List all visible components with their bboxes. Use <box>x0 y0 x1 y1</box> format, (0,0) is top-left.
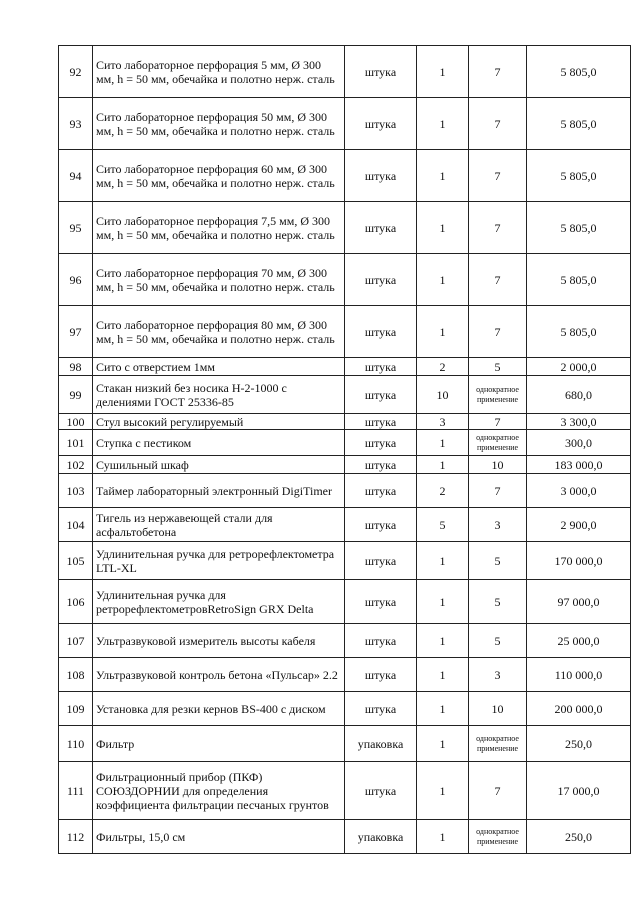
table-row <box>59 202 631 254</box>
item-price: 2 000,0 <box>527 358 631 376</box>
row-number: 109 <box>59 692 93 726</box>
item-name: Фильтр <box>93 726 345 762</box>
item-unit: штука <box>345 692 417 726</box>
item-name: Сушильный шкаф <box>93 456 345 474</box>
row-number: 94 <box>59 150 93 202</box>
item-quantity: 1 <box>417 46 469 98</box>
item-price: 3 000,0 <box>527 474 631 508</box>
item-quantity: 1 <box>417 430 469 456</box>
item-service-life: 5 <box>469 580 527 624</box>
table-row <box>59 580 631 624</box>
row-number: 105 <box>59 542 93 580</box>
row-number: 100 <box>59 414 93 430</box>
item-service-life: однократное применение <box>469 430 527 456</box>
row-number: 107 <box>59 624 93 658</box>
item-unit: штука <box>345 98 417 150</box>
table-row <box>59 254 631 306</box>
item-name: Удлинительная ручка для ретрорефлектометровRetroSign GRX Delta <box>93 580 345 624</box>
row-number: 108 <box>59 658 93 692</box>
item-unit: штука <box>345 202 417 254</box>
row-number: 112 <box>59 820 93 854</box>
row-number: 98 <box>59 358 93 376</box>
item-name: Удлинительная ручка для ретрорефлектометра LTL-XL <box>93 542 345 580</box>
item-name: Установка для резки кернов BS-400 с диском <box>93 692 345 726</box>
item-price: 5 805,0 <box>527 254 631 306</box>
item-quantity: 1 <box>417 254 469 306</box>
table-row <box>59 624 631 658</box>
item-quantity: 1 <box>417 762 469 820</box>
item-quantity: 5 <box>417 508 469 542</box>
item-name: Сито с отверстием 1мм <box>93 358 345 376</box>
item-unit: штука <box>345 456 417 474</box>
table-row <box>59 46 631 98</box>
item-service-life: 5 <box>469 358 527 376</box>
item-unit: штука <box>345 414 417 430</box>
item-name: Фильтрационный прибор (ПКФ) СОЮЗДОРНИИ для определения коэффициента фильтрации песчаных грунтов <box>93 762 345 820</box>
item-name: Сито лабораторное перфорация 60 мм, Ø 300 мм, h = 50 мм, обечайка и полотно нерж. сталь <box>93 150 345 202</box>
item-price: 250,0 <box>527 726 631 762</box>
item-price: 5 805,0 <box>527 202 631 254</box>
item-quantity: 1 <box>417 306 469 358</box>
item-service-life: 7 <box>469 202 527 254</box>
item-service-life: однократное применение <box>469 376 527 414</box>
item-name: Сито лабораторное перфорация 5 мм, Ø 300 мм, h = 50 мм, обечайка и полотно нерж. сталь <box>93 46 345 98</box>
item-quantity: 1 <box>417 624 469 658</box>
item-unit: штука <box>345 430 417 456</box>
item-quantity: 1 <box>417 202 469 254</box>
table-row <box>59 376 631 414</box>
item-price: 2 900,0 <box>527 508 631 542</box>
item-unit: штука <box>345 358 417 376</box>
item-name: Стул высокий регулируемый <box>93 414 345 430</box>
item-service-life: однократное применение <box>469 726 527 762</box>
item-name: Ультразвуковой контроль бетона «Пульсар» 2.2 <box>93 658 345 692</box>
table-row <box>59 692 631 726</box>
item-quantity: 1 <box>417 820 469 854</box>
item-unit: штука <box>345 254 417 306</box>
item-service-life: 7 <box>469 46 527 98</box>
table-row <box>59 542 631 580</box>
item-price: 183 000,0 <box>527 456 631 474</box>
table-row <box>59 150 631 202</box>
item-price: 300,0 <box>527 430 631 456</box>
table-body <box>59 46 631 854</box>
item-unit: штука <box>345 542 417 580</box>
item-unit: штука <box>345 580 417 624</box>
item-quantity: 1 <box>417 726 469 762</box>
item-service-life: 7 <box>469 150 527 202</box>
item-unit: упаковка <box>345 726 417 762</box>
item-quantity: 2 <box>417 474 469 508</box>
item-quantity: 10 <box>417 376 469 414</box>
row-number: 95 <box>59 202 93 254</box>
item-price: 97 000,0 <box>527 580 631 624</box>
item-name: Сито лабораторное перфорация 70 мм, Ø 300 мм, h = 50 мм, обечайка и полотно нерж. сталь <box>93 254 345 306</box>
item-name: Тигель из нержавеющей стали для асфальтобетона <box>93 508 345 542</box>
item-price: 3 300,0 <box>527 414 631 430</box>
item-name: Фильтры, 15,0 см <box>93 820 345 854</box>
item-service-life: 7 <box>469 414 527 430</box>
item-name: Сито лабораторное перфорация 7,5 мм, Ø 300 мм, h = 50 мм, обечайка и полотно нерж. сталь <box>93 202 345 254</box>
table-row <box>59 358 631 376</box>
item-name: Сито лабораторное перфорация 50 мм, Ø 300 мм, h = 50 мм, обечайка и полотно нерж. сталь <box>93 98 345 150</box>
item-price: 110 000,0 <box>527 658 631 692</box>
row-number: 93 <box>59 98 93 150</box>
row-number: 104 <box>59 508 93 542</box>
table-row <box>59 98 631 150</box>
item-quantity: 1 <box>417 542 469 580</box>
row-number: 96 <box>59 254 93 306</box>
row-number: 103 <box>59 474 93 508</box>
table-row <box>59 820 631 854</box>
item-unit: штука <box>345 46 417 98</box>
item-service-life: 7 <box>469 474 527 508</box>
table-row <box>59 430 631 456</box>
item-name: Таймер лабораторный электронный DigiTimer <box>93 474 345 508</box>
row-number: 99 <box>59 376 93 414</box>
row-number: 102 <box>59 456 93 474</box>
item-price: 5 805,0 <box>527 306 631 358</box>
row-number: 111 <box>59 762 93 820</box>
table-row <box>59 726 631 762</box>
equipment-table <box>58 45 631 854</box>
item-unit: штука <box>345 658 417 692</box>
item-unit: штука <box>345 508 417 542</box>
item-price: 17 000,0 <box>527 762 631 820</box>
row-number: 97 <box>59 306 93 358</box>
item-name: Ступка с пестиком <box>93 430 345 456</box>
item-unit: штука <box>345 762 417 820</box>
item-service-life: 7 <box>469 254 527 306</box>
item-quantity: 2 <box>417 358 469 376</box>
row-number: 110 <box>59 726 93 762</box>
item-unit: штука <box>345 376 417 414</box>
item-unit: штука <box>345 624 417 658</box>
row-number: 101 <box>59 430 93 456</box>
item-service-life: 3 <box>469 658 527 692</box>
item-quantity: 1 <box>417 456 469 474</box>
item-price: 5 805,0 <box>527 98 631 150</box>
item-price: 200 000,0 <box>527 692 631 726</box>
row-number: 92 <box>59 46 93 98</box>
item-quantity: 3 <box>417 414 469 430</box>
item-service-life: 5 <box>469 542 527 580</box>
item-service-life: 3 <box>469 508 527 542</box>
table-row <box>59 456 631 474</box>
table-row <box>59 474 631 508</box>
item-service-life: 10 <box>469 456 527 474</box>
item-name: Стакан низкий без носика Н-2-1000 с делениями ГОСТ 25336-85 <box>93 376 345 414</box>
item-unit: упаковка <box>345 820 417 854</box>
item-service-life: 5 <box>469 624 527 658</box>
item-price: 5 805,0 <box>527 150 631 202</box>
item-service-life: однократное применение <box>469 820 527 854</box>
row-number: 106 <box>59 580 93 624</box>
item-quantity: 1 <box>417 692 469 726</box>
item-price: 25 000,0 <box>527 624 631 658</box>
table-row <box>59 658 631 692</box>
table-row <box>59 762 631 820</box>
table-row <box>59 508 631 542</box>
item-service-life: 10 <box>469 692 527 726</box>
item-price: 170 000,0 <box>527 542 631 580</box>
table-row <box>59 414 631 430</box>
item-quantity: 1 <box>417 580 469 624</box>
item-price: 680,0 <box>527 376 631 414</box>
item-unit: штука <box>345 306 417 358</box>
item-quantity: 1 <box>417 98 469 150</box>
item-name: Ультразвуковой измеритель высоты кабеля <box>93 624 345 658</box>
item-service-life: 7 <box>469 98 527 150</box>
item-service-life: 7 <box>469 306 527 358</box>
item-name: Сито лабораторное перфорация 80 мм, Ø 300 мм, h = 50 мм, обечайка и полотно нерж. сталь <box>93 306 345 358</box>
item-unit: штука <box>345 150 417 202</box>
item-price: 250,0 <box>527 820 631 854</box>
item-service-life: 7 <box>469 762 527 820</box>
item-price: 5 805,0 <box>527 46 631 98</box>
table-row <box>59 306 631 358</box>
item-unit: штука <box>345 474 417 508</box>
item-quantity: 1 <box>417 658 469 692</box>
item-quantity: 1 <box>417 150 469 202</box>
